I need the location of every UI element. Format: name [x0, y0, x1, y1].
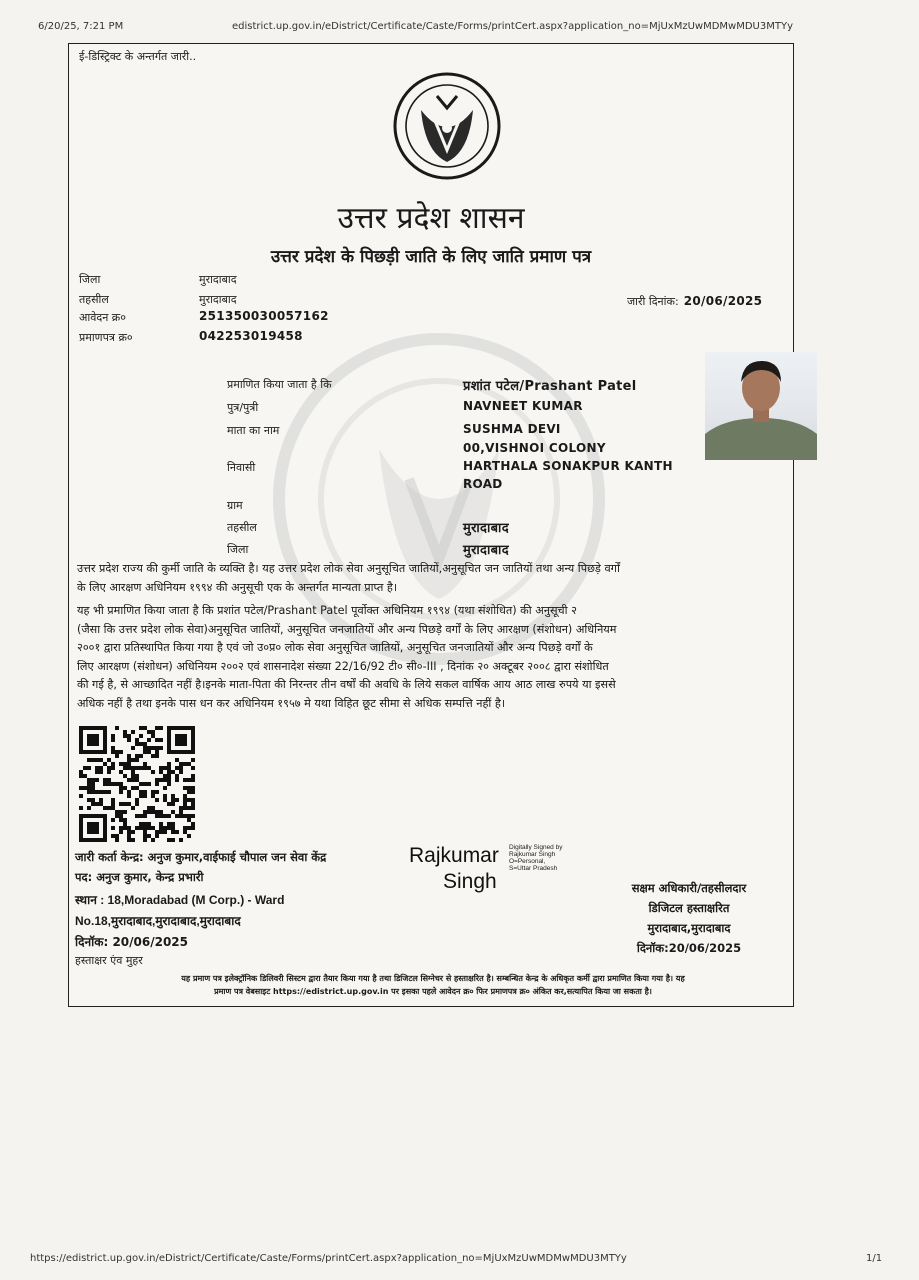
address-line-1: 00,VISHNOI COLONY	[463, 441, 606, 455]
issuer-sign-seal: हस्ताक्षर एंव मुहर	[75, 954, 143, 967]
applicant-photo	[705, 352, 817, 460]
issuer-post: पद: अनुज कुमार, केन्द्र प्रभारी	[75, 870, 204, 884]
meta-tehsil-label: तहसील	[79, 293, 109, 306]
certificate-paragraph-1: उत्तर प्रदेश राज्य की कुर्मी जाति के व्यक्ति है। यह उत्तर प्रदेश लोक सेवा अनुसूचित जातियों,अनुसूचित जन जातियों तथा अन्य पिछड़े वर्गों के लिए आरक्षण अधिनियम १९९४ की अनुसूची एक के अन्तर्गत मान्यता प्राप्त है।	[77, 562, 620, 594]
meta-application-label: आवेदन क्र०	[79, 311, 126, 324]
certificate-paragraph-2: यह भी प्रमाणित किया जाता है कि प्रशांत पटेल/Prashant Patel पूर्वोक्त अधिनियम १९९४ (यथा संशोधित) की अनुसूची २ (जैसा कि उत्तर प्रदेश लोक सेवा)अनुसूचित जातियों, अनुसूचित जनजातियों और अन्य पिछड़े वर्गों के लिए आरक्षण (संशोधन) अधिनियम २००१ द्वारा प्रतिस्थापित किया गया है एवं जो उ०प्र० लोक सेवा अनुसूचित जातियों, अनुसूचित जनजातियों और अन्य पिछड़े वर्गों के लिए आरक्षण (संशोधन) अधिनियम २००२ एवं शासनादेश संख्या 22/16/92 टी० सी०-III , दिनांक २० अक्टूबर २००८ द्वारा संशोधित की गई है, से आच्छादित नहीं है।इनके माता-पिता की निरन्तर तीन वर्षों की अवधि के लिये सकल वार्षिक आय आठ लाख रुपये या इससे अधिक नहीं है तथा इनके पास धन कर अधिनियम १९५७ मे यथा विहित छूट सीमा से अधिक सम्पत्ति नहीं है।	[77, 604, 617, 710]
issuer-place-line-2: No.18,मुरादाबाद,मुरादाबाद,मुरादाबाद	[75, 914, 241, 928]
issuer-date: दिनॉक: 20/06/2025	[75, 935, 189, 949]
verification-qr-code	[79, 726, 199, 842]
meta-certificate-number: 042253019458	[199, 329, 303, 343]
issuer-place-line-1: स्थान : 18,Moradabad (M Corp.) - Ward	[75, 893, 285, 907]
up-government-emblem-icon	[391, 70, 503, 182]
meta-district-value: मुरादाबाद	[199, 273, 237, 286]
officer-title: सक्षम अधिकारी/तहसीलदार	[631, 881, 747, 895]
parent-name: NAVNEET KUMAR	[463, 399, 583, 413]
mother-name: SUSHMA DEVI	[463, 422, 561, 436]
tehsil-label: तहसील	[227, 521, 257, 534]
issue-date	[627, 290, 762, 309]
edistrict-note: ई-डिस्ट्रिक्ट के अन्तर्गत जारी..	[79, 50, 197, 63]
meta-district-label: जिला	[79, 273, 101, 286]
digital-signature-name-1: Rajkumar	[409, 844, 499, 867]
print-datetime: 6/20/25, 7:21 PM	[38, 21, 124, 32]
address-line-2: HARTHALA SONAKPUR KANTH	[463, 459, 673, 473]
digital-signature-details: Digitally Signed by Rajkumar Singh O=Personal, S=Uttar Pradesh	[509, 844, 563, 872]
parent-label: पुत्र/पुत्री	[227, 401, 259, 414]
certified-label: प्रमाणित किया जाता है कि	[227, 378, 332, 391]
print-page-count: 1/1	[866, 1253, 883, 1264]
issue-date-value: 20/06/2025	[683, 294, 763, 308]
issuer-center: जारी कर्ता केन्द्र: अनुज कुमार,वाईफाई चौपाल जन सेवा केंद्र	[75, 850, 327, 864]
address-line-3: ROAD	[463, 477, 503, 491]
district-label: जिला	[227, 543, 249, 556]
certificate-subheading: उत्तर प्रदेश के पिछड़ी जाति के लिए जाति प्रमाण पत्र	[270, 247, 592, 267]
district-value: मुरादाबाद	[463, 543, 509, 558]
print-url-top: edistrict.up.gov.in/eDistrict/Certificate/Caste/Forms/printCert.aspx?application_no=MjUxMzUwMDMwMDU3MTYy	[232, 21, 793, 32]
officer-location: मुरादाबाद,मुरादाबाद	[647, 921, 731, 935]
meta-certificate-label: प्रमाणपत्र क्र०	[79, 331, 133, 344]
village-label: ग्राम	[227, 499, 243, 512]
print-url-bottom: https://edistrict.up.gov.in/eDistrict/Certificate/Caste/Forms/printCert.aspx?application_no=MjUxMzUwMDMwMDU3MTYy	[30, 1253, 627, 1264]
tehsil-value: मुरादाबाद	[463, 521, 509, 536]
footer-verification-note: यह प्रमाण पत्र इलेक्ट्रॉनिक डिलिवरी सिस्टम द्वारा तैयार किया गया है तथा डिजिटल सिग्नेचर से हस्ताक्षरित है। सम्बन्धित केन्द्र के अधिकृत कर्मी द्वारा प्रमाणित किया गया है। यह प्रमाण पत्र वेबसाइट https://edistrict.up.gov.in पर इसका पहले आवेदन क्र० फिर प्रमाणपत्र क्र० अंकित कर,सत्यापित किया जा सकता है।	[181, 974, 685, 996]
meta-application-number: 251350030057162	[199, 309, 329, 323]
issue-date-label: जारी दिनांक:	[627, 295, 679, 308]
meta-tehsil-value: मुरादाबाद	[199, 293, 237, 306]
certificate	[68, 43, 794, 1007]
mother-label: माता का नाम	[227, 424, 280, 437]
certified-name: प्रशांत पटेल/Prashant Patel	[463, 379, 637, 394]
digital-signature-name-2: Singh	[443, 870, 497, 893]
resident-label: निवासी	[227, 461, 256, 474]
person-photo-icon	[705, 352, 817, 460]
officer-block	[589, 878, 789, 958]
officer-date: दिनॉक:20/06/2025	[636, 941, 742, 955]
officer-signed: डिजिटल हस्ताक्षरित	[648, 901, 730, 915]
certificate-heading: उत्तर प्रदेश शासन	[337, 201, 525, 236]
